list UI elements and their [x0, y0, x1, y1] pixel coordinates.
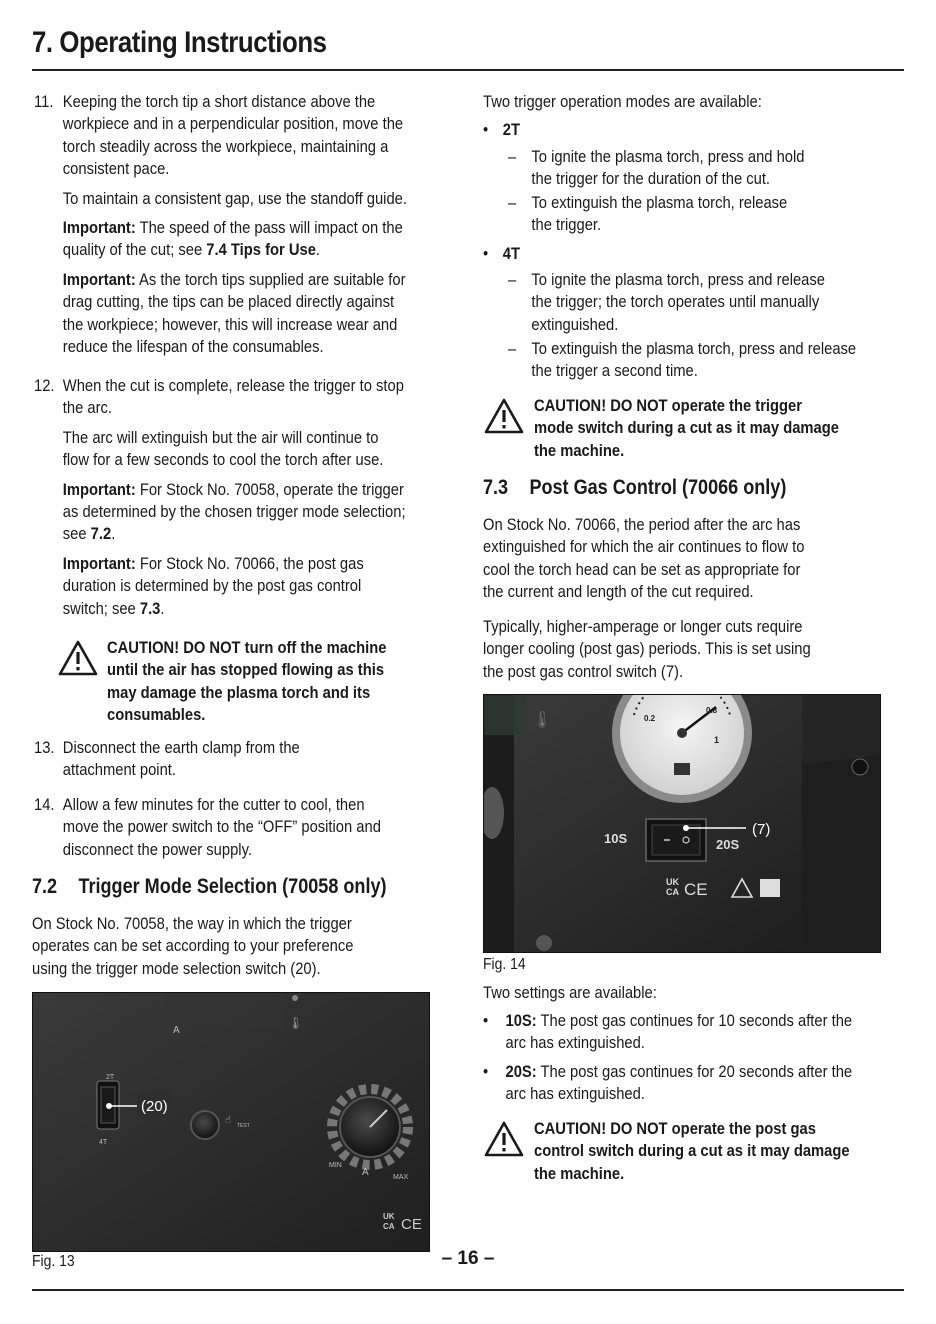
setting-20s-item	[483, 1061, 897, 1106]
step-13	[34, 737, 448, 782]
panel-a-label: A	[173, 1025, 180, 1036]
gauge-label-0-8: 0.8	[706, 706, 718, 715]
gauge-label-0-2: 0.2	[644, 714, 656, 723]
mode-2t-item	[483, 119, 897, 141]
text-line: the trigger for the duration of the cut.	[531, 170, 771, 189]
text-line: the arc.	[62, 399, 113, 418]
caution-line: CAUTION! DO NOT operate the post gas	[534, 1120, 816, 1138]
knob-unit-label: A	[362, 1167, 369, 1178]
text-line: the workpiece; however, this will increase wear and	[62, 315, 398, 334]
text-line: To ignite the plasma torch, press and release	[531, 271, 825, 289]
text-line: consistent pace.	[62, 160, 170, 179]
mode-label: 2T	[502, 121, 521, 139]
text-line	[506, 1010, 898, 1032]
caution-line: CAUTION! DO NOT operate the trigger	[534, 397, 803, 415]
important-note	[63, 217, 448, 239]
text-line: drag cutting, the tips can be placed directly against	[62, 293, 395, 312]
settings-intro: Two settings are available:	[483, 984, 657, 1002]
step-11	[34, 91, 448, 358]
page-number: – 16 –	[441, 1248, 495, 1269]
step-number: 12.	[34, 377, 55, 395]
text-span: For Stock No. 70058, operate the trigger	[135, 480, 404, 499]
text-span: .	[315, 241, 321, 260]
caution-line: mode switch during a cut as it may damage	[534, 419, 839, 438]
figure-14-caption: Fig. 14	[483, 956, 526, 973]
ukca-mark-uk: UK	[666, 877, 679, 887]
page-title: 7. Operating Instructions	[32, 26, 327, 59]
gauge-label-1: 1	[714, 735, 720, 745]
text-span: As the torch tips supplied are suitable for	[135, 270, 406, 289]
header-rule	[32, 69, 904, 71]
mode-label: 4T	[502, 245, 521, 263]
important-label: Important:	[62, 219, 136, 238]
caution-line: until the air has stopped flowing as this	[107, 661, 385, 680]
text-line: extinguished for which the air continues to flow to	[483, 538, 805, 557]
step-number: 13.	[34, 739, 55, 757]
text-span: switch; see	[62, 599, 140, 618]
important-label: Important:	[62, 270, 136, 289]
text-line: arc has extinguished.	[505, 1034, 645, 1053]
bullet-icon: •	[483, 121, 489, 139]
text-line: To ignite the plasma torch, press and hold	[531, 148, 805, 166]
text-line: Allow a few minutes for the cutter to cool, then	[62, 796, 365, 814]
section-number: 7.3	[483, 476, 509, 499]
step-number: 11.	[34, 93, 54, 111]
text-line: using the trigger mode selection switch (20).	[32, 959, 321, 978]
caution-block	[107, 637, 431, 727]
text-line: Keeping the torch tip a short distance above the	[62, 93, 376, 111]
section-reference: 7.3	[139, 599, 161, 618]
section-reference: 7.2	[90, 525, 112, 544]
section-7-3-paragraph-2	[483, 616, 897, 683]
section-7-3-paragraph-1	[483, 514, 897, 604]
text-line: the post gas control switch (7).	[483, 662, 684, 681]
text-span: see	[62, 525, 91, 544]
ukca-mark-uk: UK	[383, 1212, 395, 1221]
mode-2t-subitem	[508, 146, 886, 191]
footer-rule	[32, 1289, 904, 1291]
caution-block	[534, 1118, 876, 1185]
text-line: To extinguish the plasma torch, press and release	[531, 340, 857, 358]
important-note-line	[63, 239, 448, 261]
text-line: On Stock No. 70058, the way in which the trigger	[32, 915, 352, 933]
step-12	[34, 375, 448, 620]
text-span: For Stock No. 70066, the post gas	[135, 554, 364, 573]
important-note-line	[63, 523, 448, 545]
post-gas-panel-illustration	[484, 695, 880, 952]
caution-line: may damage the plasma torch and its	[107, 683, 371, 702]
text-line	[506, 1061, 898, 1083]
warning-triangle-icon	[58, 640, 98, 676]
ce-mark: CE	[401, 1216, 422, 1233]
svg-text:🌡: 🌡	[288, 1016, 304, 1030]
mode-4t-subitem	[508, 269, 886, 336]
knob-max-label: MAX	[393, 1174, 409, 1181]
figure-13-caption: Fig. 13	[32, 1253, 75, 1270]
text-span: The speed of the pass will impact on the	[135, 219, 403, 238]
manual-symbol-icon	[760, 879, 780, 897]
text-line: The arc will extinguish but the air will continue to	[62, 428, 379, 447]
warning-triangle-icon	[484, 398, 524, 434]
knob-min-label: MIN	[329, 1162, 342, 1169]
mode-4t-subitem	[508, 338, 886, 383]
setting-10s-item	[483, 1010, 897, 1055]
mode-4t-label: 4T	[99, 1139, 108, 1146]
text-line: workpiece and in a perpendicular position, move the	[62, 115, 404, 134]
dash-icon: –	[508, 340, 517, 358]
ukca-mark-ca: CA	[666, 887, 679, 897]
important-note-line	[63, 598, 448, 620]
step-number: 14.	[34, 796, 55, 814]
caution-block	[534, 395, 876, 462]
text-line: reduce the lifespan of the consumables.	[62, 338, 324, 357]
warning-triangle-icon	[484, 1121, 524, 1157]
important-note	[63, 553, 448, 575]
mode-4t-item	[483, 243, 897, 265]
caution-line: the machine.	[534, 441, 625, 460]
important-note	[63, 479, 448, 501]
bullet-icon: •	[483, 245, 489, 263]
text-line: flow for a few seconds to cool the torch after use.	[62, 451, 384, 470]
callout-20: (20)	[141, 1098, 168, 1115]
text-line: torch steadily across the workpiece, maintaining a	[62, 137, 389, 156]
text-line: cool the torch head can be set as appropriate for	[483, 560, 801, 579]
text-line: the trigger.	[531, 216, 602, 235]
text-line: When the cut is complete, release the trigger to stop	[62, 377, 404, 395]
step-14	[34, 794, 448, 861]
caution-line: control switch during a cut as it may damage	[534, 1142, 850, 1161]
text-line: the current and length of the cut required.	[483, 583, 754, 602]
figure-14-photo	[483, 694, 881, 953]
text-line: move the power switch to the “OFF” position and	[62, 818, 381, 837]
text-span: The post gas continues for 20 seconds after the	[536, 1063, 853, 1081]
setting-label: 20S:	[505, 1063, 537, 1081]
dash-icon: –	[508, 271, 517, 289]
text-line: the trigger a second time.	[531, 362, 698, 381]
text-line: Typically, higher-amperage or longer cuts require	[483, 618, 803, 636]
text-line: To extinguish the plasma torch, release	[531, 194, 788, 212]
section-title: Post Gas Control (70066 only)	[529, 476, 787, 499]
section-title: Trigger Mode Selection (70058 only)	[78, 875, 387, 898]
important-label: Important:	[62, 554, 136, 573]
text-line: On Stock No. 70066, the period after the arc has	[483, 516, 801, 534]
text-line: arc has extinguished.	[505, 1085, 645, 1104]
caution-line: the machine.	[534, 1164, 625, 1183]
text-line: operates can be set according to your preference	[32, 937, 354, 956]
text-line: extinguished.	[531, 315, 619, 334]
text-line: longer cooling (post gas) periods. This is set using	[483, 640, 811, 659]
text-span: quality of the cut; see	[62, 241, 207, 260]
label-20s: 20S	[716, 837, 740, 852]
text-line: the trigger; the torch operates until manually	[531, 293, 820, 312]
svg-text:🌡: 🌡	[532, 710, 553, 729]
text-line: disconnect the power supply.	[62, 840, 252, 859]
callout-7: (7)	[752, 821, 771, 838]
text-line: To maintain a consistent gap, use the standoff guide.	[62, 189, 407, 208]
important-note	[63, 269, 448, 291]
section-number: 7.2	[32, 875, 58, 898]
text-span: .	[111, 525, 116, 544]
label-10s: 10S	[604, 831, 628, 846]
ce-mark: CE	[684, 880, 708, 899]
section-7-2-text	[32, 913, 446, 980]
test-label: TEST	[237, 1123, 250, 1129]
text-span: .	[160, 599, 165, 618]
hand-icon: ☝	[225, 1115, 232, 1126]
figure-13-photo	[32, 992, 430, 1252]
mode-2t-subitem	[508, 192, 886, 237]
setting-label: 10S:	[505, 1012, 537, 1030]
text-line: Disconnect the earth clamp from the	[62, 739, 300, 757]
text-line: duration is determined by the post gas control	[62, 577, 362, 596]
ukca-mark-ca: CA	[383, 1222, 395, 1231]
caution-line: CAUTION! DO NOT turn off the machine	[107, 639, 387, 657]
section-reference: 7.4 Tips for Use	[206, 241, 316, 260]
section-heading-7-3	[483, 476, 786, 500]
important-label: Important:	[62, 480, 136, 499]
text-line: attachment point.	[62, 761, 176, 780]
dash-icon: –	[508, 148, 517, 166]
bullet-icon: •	[483, 1012, 489, 1030]
dash-icon: –	[508, 194, 517, 212]
trigger-modes-intro: Two trigger operation modes are available:	[483, 93, 762, 111]
text-span: The post gas continues for 10 seconds after the	[536, 1012, 853, 1030]
control-panel-illustration	[33, 993, 429, 1251]
bullet-icon: •	[483, 1063, 489, 1081]
text-line: as determined by the chosen trigger mode selection;	[62, 503, 406, 522]
mode-2t-label: 2T	[106, 1074, 115, 1081]
caution-line: consumables.	[107, 706, 206, 725]
section-heading-7-2	[32, 875, 387, 899]
